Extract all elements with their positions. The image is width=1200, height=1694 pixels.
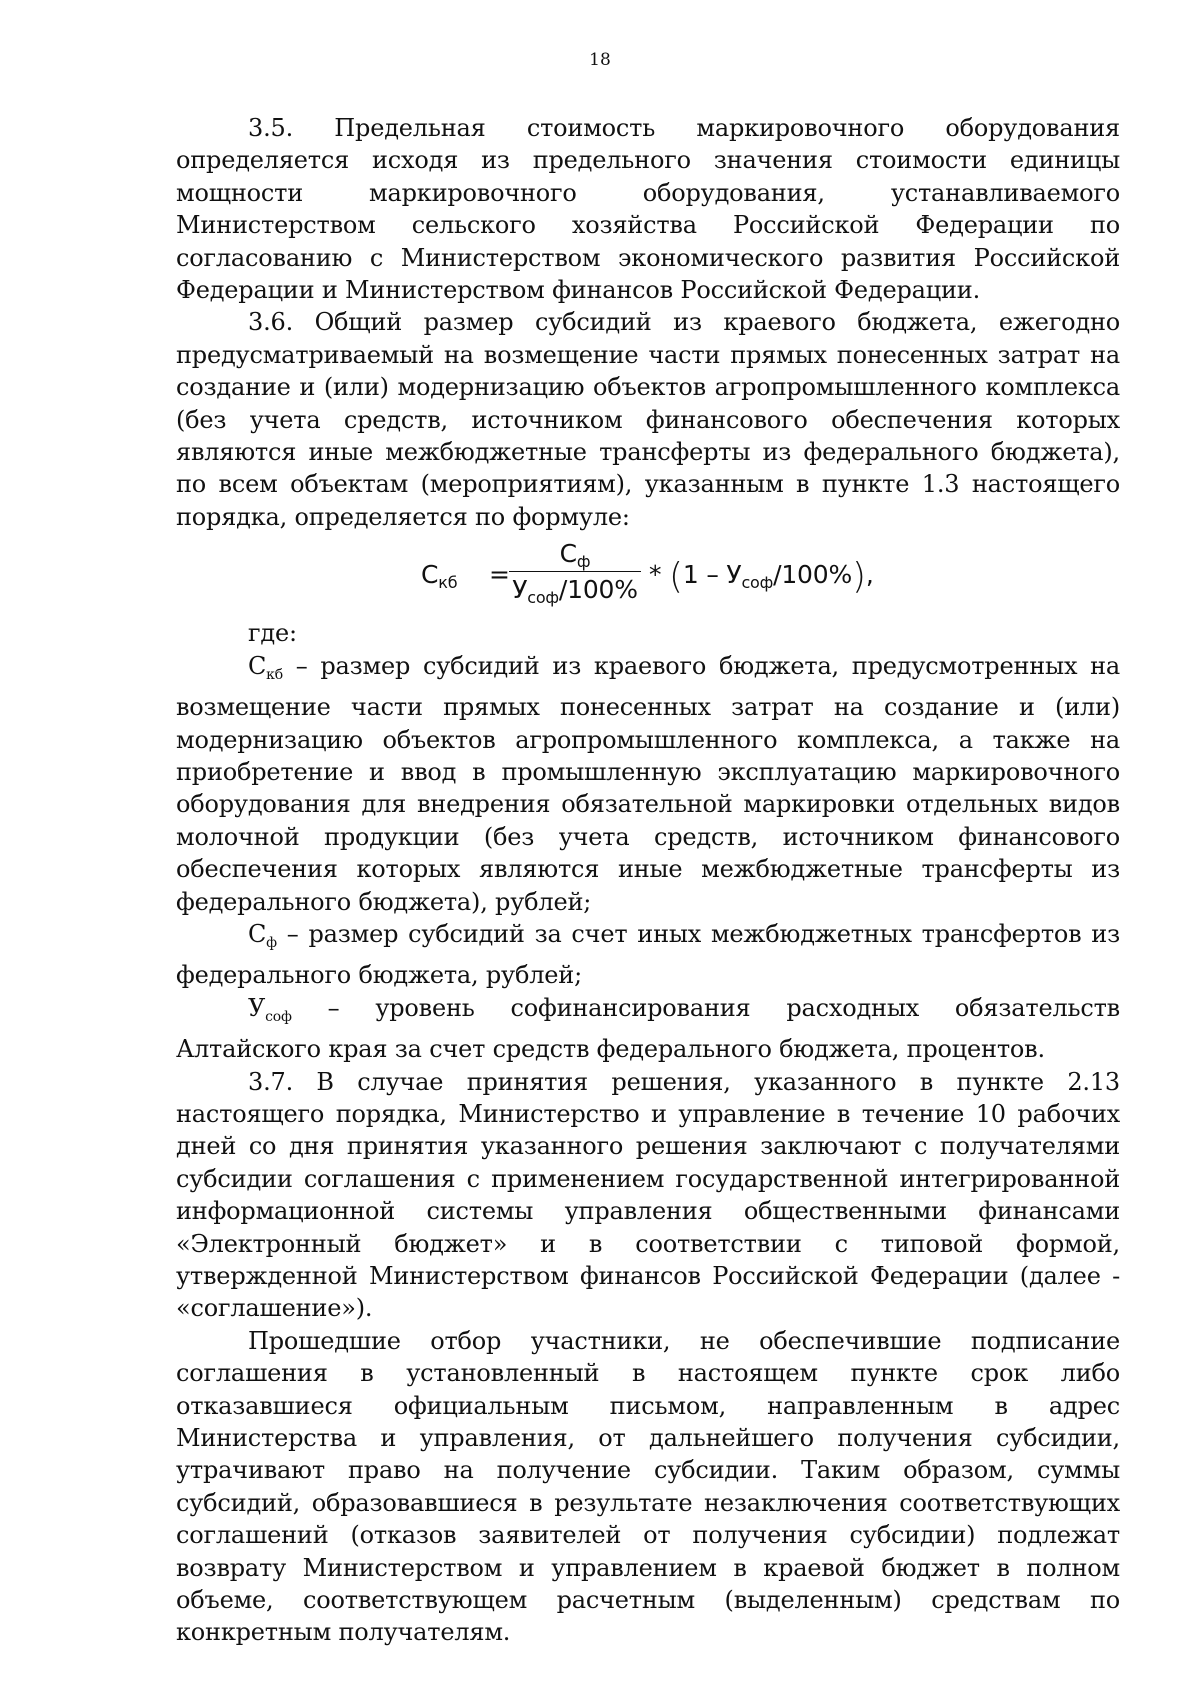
- formula-comma: ,: [865, 560, 874, 590]
- formula-open-paren: (: [669, 556, 683, 598]
- definition-ysof-symbol: [248, 993, 292, 1025]
- formula-den-base: У: [512, 575, 528, 605]
- cf-sub: ф: [266, 934, 277, 951]
- definition-ysof-text: – уровень софинансирования расходных обязательств Алтайского края за счет средств федерального бюджета, процентов.: [176, 993, 1120, 1064]
- definition-ckb-text: – размер субсидий из краевого бюджета, предусмотренных на возмещение части прямых понесенных затрат на создание и (или) модернизацию объектов агропромышленного комплекса, а также на приобретение и ввод в промышленную эксплуатацию маркировочного оборудования для внедрения обязательной маркировки отдельных видов молочной продукции (без учета средств, источником финансового обеспечения которых являются иные межбюджетные трансферты из федерального бюджета), рублей;: [176, 651, 1120, 916]
- ysof-base: У: [248, 993, 266, 1022]
- definition-cf-text: – размер субсидий за счет иных межбюджетных трансфертов из федерального бюджета, рублей;: [176, 919, 1120, 990]
- document-body: [176, 112, 1120, 1649]
- definition-ckb: [176, 650, 1120, 918]
- formula-y-tail: /100%: [773, 560, 853, 590]
- formula-den-tail: /100%: [558, 575, 638, 605]
- formula-fraction: [509, 537, 641, 606]
- formula-numerator: [509, 537, 641, 571]
- formula-y-sub: соф: [741, 573, 774, 593]
- cf-base: С: [248, 919, 267, 948]
- formula: [176, 537, 1120, 615]
- definition-cf-symbol: [248, 919, 277, 951]
- ckb-sub: кб: [266, 666, 283, 683]
- definition-ckb-symbol: [248, 651, 283, 683]
- formula-num-base: С: [559, 539, 577, 569]
- ysof-sub: соф: [265, 1008, 292, 1025]
- formula-close-paren: ): [852, 556, 866, 598]
- paragraph-3-7: 3.7. В случае принятия решения, указанного в пункте 2.13 настоящего порядка, Министерство и управление в течение 10 рабочих дней со дня принятия указанного решения заключают с получателями субсидии соглашения с применением государственной интегрированной информационной системы управления общественными финансами «Электронный бюджет» и в соответствии с типовой формой, утвержденной Министерством финансов Российской Федерации (далее - «соглашение»).: [176, 1067, 1120, 1323]
- formula-num-sub: ф: [576, 552, 591, 572]
- formula-lhs-sub: кб: [438, 573, 458, 593]
- definition-ysof: [176, 992, 1120, 1066]
- formula-den-sub: соф: [527, 588, 559, 608]
- formula-multiplier: [649, 556, 874, 599]
- formula-one-minus: 1 –: [682, 560, 727, 590]
- definition-cf: [176, 918, 1120, 992]
- page-number: 18: [589, 50, 611, 70]
- formula-times: *: [649, 560, 670, 590]
- formula-equals: =: [489, 560, 510, 590]
- formula-y-base: У: [726, 560, 742, 590]
- where-label: где:: [248, 619, 297, 648]
- formula-lhs-base: С: [421, 560, 439, 590]
- formula-lhs: [421, 559, 457, 599]
- formula-denominator: [509, 572, 641, 606]
- ckb-base: С: [248, 651, 267, 680]
- formula-expression: [421, 537, 881, 615]
- paragraph-3-7-continued: Прошедшие отбор участники, не обеспечившие подписание соглашения в установленный в настоящем пункте срок либо отказавшиеся официальным письмом, направленным в адрес Министерства и управления, от дальнейшего получения субсидии, утрачивают право на получение субсидии. Таким образом, суммы субсидий, образовавшиеся в результате незаключения соответствующих соглашений (отказов заявителей от получения субсидии) подлежат возврату Министерством и управлением в краевой бюджет в полном объеме, соответствующем расчетным (выделенным) средствам по конкретным получателям.: [176, 1326, 1120, 1647]
- paragraph-3-6: 3.6. Общий размер субсидий из краевого бюджета, ежегодно предусматриваемый на возмещение части прямых понесенных затрат на создание и (или) модернизацию объектов агропромышленного комплекса (без учета средств, источником финансового обеспечения которых являются иные межбюджетные трансферты из федерального бюджета), по всем объектам (мероприятиям), указанным в пункте 1.3 настоящего порядка, определяется по формуле:: [176, 308, 1120, 531]
- paragraph-3-5: 3.5. Предельная стоимость маркировочного оборудования определяется исходя из предельного значения стоимости единицы мощности маркировочного оборудования, устанавливаемого Министерством сельского хозяйства Российской Федерации по согласованию с Министерством экономического развития Российской Федерации и Министерством финансов Российской Федерации.: [176, 114, 1120, 305]
